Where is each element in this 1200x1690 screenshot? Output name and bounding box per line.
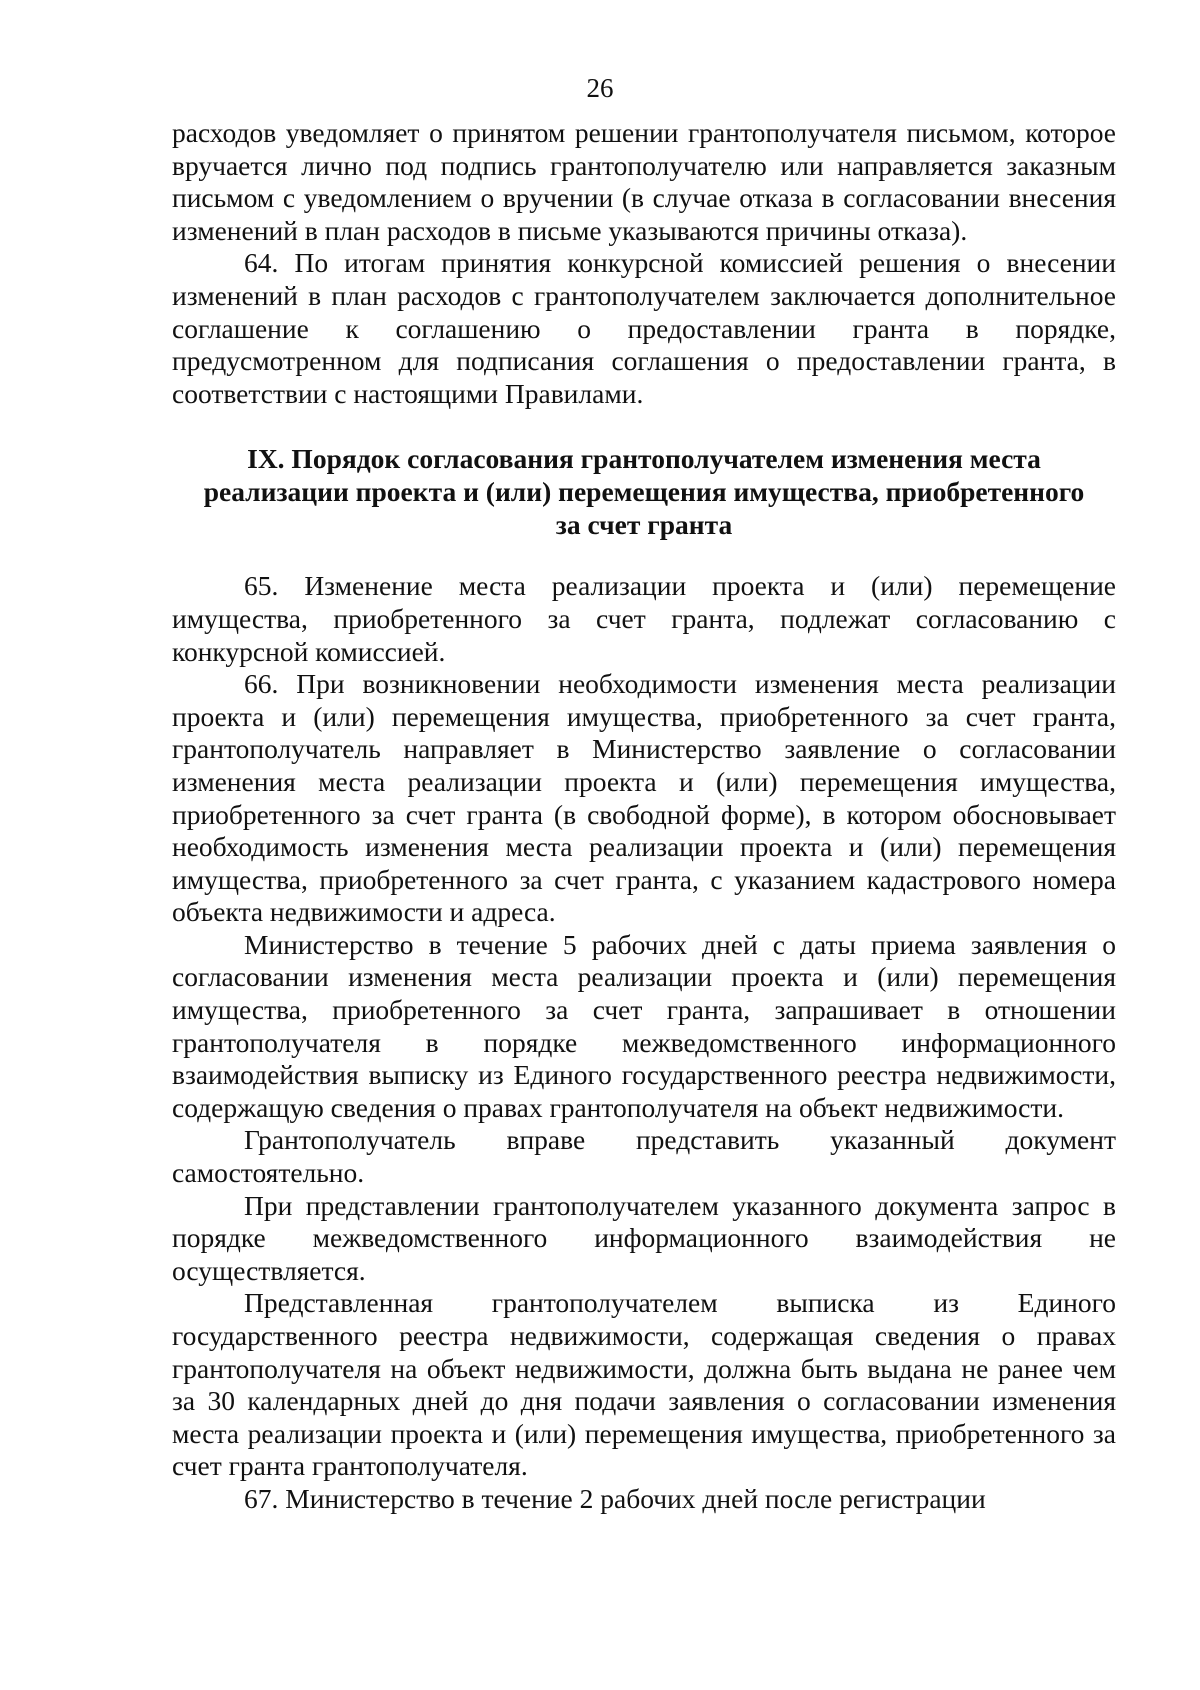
- paragraph-64: 64. По итогам принятия конкурсной комиссией решения о внесении изменений в план расходов с грантополучателем заключается дополнительное соглашение к соглашению о предоставлении гранта в порядке, предусмотренном для подписания соглашения о предоставлении гранта, в соответствии с настоящими Правилами.: [172, 247, 1116, 409]
- paragraph-67: 67. Министерство в течение 2 рабочих дней после регистрации: [244, 1482, 986, 1514]
- paragraph-extract-validity: Представленная грантополучателем выписка из Единого государственного реестра недвижимости, содержащая сведения о правах грантополучателя на объект недвижимости, должна быть выдана не ранее чем за 30 календарных дней до дня подачи заявления о согласовании изменения места реализации проекта и (или) перемещения имущества, приобретенного за счет гранта грантополучателя.: [172, 1287, 1116, 1482]
- paragraph-continuation: расходов уведомляет о принятом решении грантополучателя письмом, которое вручается лично под подпись грантополучателю или направляется заказным письмом с уведомлением о вручении (в случае отказа в согласовании внесения изменений в план расходов в письме указываются причины отказа).: [172, 117, 1116, 246]
- section-heading-line: IX. Порядок согласования грантополучателем изменения места: [247, 443, 1041, 475]
- section-heading-line: за счет гранта: [555, 509, 733, 541]
- paragraph-no-request: При представлении грантополучателем указанного документа запрос в порядке межведомственного информационного взаимодействия не осуществляется.: [172, 1189, 1116, 1286]
- paragraph-65: 65. Изменение места реализации проекта и (или) перемещение имущества, приобретенного за счет гранта, подлежат согласованию с конкурсной комиссией.: [172, 570, 1116, 667]
- paragraph-grantee-right: Грантополучатель вправе представить указанный документ самостоятельно.: [172, 1124, 1116, 1189]
- section-heading: [172, 442, 1116, 541]
- section-heading-line: реализации проекта и (или) перемещения имущества, приобретенного: [203, 476, 1085, 508]
- paragraph-66: 66. При возникновении необходимости изменения места реализации проекта и (или) перемещения имущества, приобретенного за счет гранта, грантополучатель направляет в Министерство заявление о согласовании изменения места реализации проекта и (или) перемещения имущества, приобретенного за счет гранта (в свободной форме), в котором обосновывает необходимость изменения места реализации проекта и (или) перемещения имущества, приобретенного за счет гранта, с указанием кадастрового номера объекта недвижимости и адреса.: [172, 668, 1116, 928]
- page-number: 26: [586, 73, 614, 103]
- document-body: [172, 117, 1116, 1516]
- paragraph-ministry-request: Министерство в течение 5 рабочих дней с даты приема заявления о согласовании изменения места реализации проекта и (или) перемещения имущества, приобретенного за счет гранта, запрашивает в отношении грантополучателя в порядке межведомственного информационного взаимодействия выписку из Единого государственного реестра недвижимости, содержащую сведения о правах грантополучателя на объект недвижимости.: [172, 928, 1116, 1123]
